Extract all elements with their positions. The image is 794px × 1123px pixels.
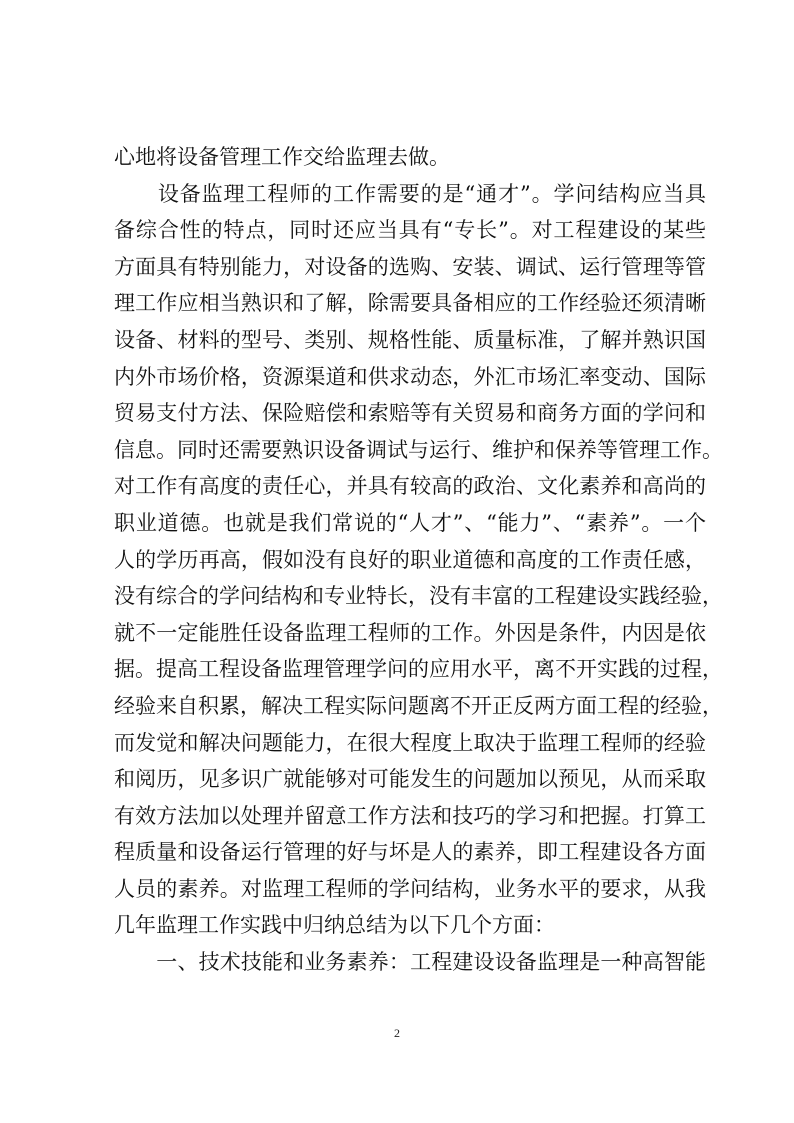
text-line: 人的学历再高，假如没有良好的职业道德和高度的工作责任感， bbox=[114, 547, 706, 572]
text-line: 方面具有特别能力，对设备的选购、安装、调试、运行管理等管 bbox=[114, 254, 706, 279]
page-number: 2 bbox=[394, 1026, 400, 1040]
text-line: 对工作有高度的责任心，并具有较高的政治、文化素养和高尚的 bbox=[114, 474, 706, 499]
text-line: 程质量和设备运行管理的好与坏是人的素养，即工程建设各方面 bbox=[114, 840, 706, 865]
text-line: 设备、材料的型号、类别、规格性能、质量标准，了解并熟识国 bbox=[114, 327, 706, 352]
text-line: 职业道德。也就是我们常说的“人才”、“能力”、“素养”。一个 bbox=[114, 510, 706, 535]
text-line: 内外市场价格，资源渠道和供求动态，外汇市场汇率变动、国际 bbox=[114, 364, 706, 389]
text-line: 经验来自积累，解决工程实际问题离不开正反两方面工程的经验， bbox=[114, 693, 723, 718]
text-line: 就不一定能胜任设备监理工程师的工作。外因是条件，内因是依 bbox=[114, 620, 706, 645]
text-line: 心地将设备管理工作交给监理去做。 bbox=[114, 145, 450, 169]
body-text bbox=[114, 139, 723, 981]
text-line: 没有综合的学问结构和专业特长，没有丰富的工程建设实践经验， bbox=[114, 584, 723, 609]
text-line: 一、技术技能和业务素养：工程建设设备监理是一种高智能 bbox=[114, 950, 706, 975]
text-line: 和阅历，见多识广就能够对可能发生的问题加以预见，从而采取 bbox=[114, 767, 706, 792]
text-line: 贸易支付方法、保险赔偿和索赔等有关贸易和商务方面的学问和 bbox=[114, 401, 706, 426]
text-line: 理工作应相当熟识和了解，除需要具备相应的工作经验还须清晰 bbox=[114, 291, 706, 316]
text-line: 几年监理工作实践中归纳总结为以下几个方面： bbox=[114, 913, 555, 938]
text-line: 有效方法加以处理并留意工作方法和技巧的学习和把握。打算工 bbox=[114, 803, 706, 828]
text-line: 据。提高工程设备监理管理学问的应用水平，离不开实践的过程， bbox=[114, 657, 723, 682]
text-line: 备综合性的特点，同时还应当具有“专长”。对工程建设的某些 bbox=[114, 218, 706, 243]
text-line: 而发觉和解决问题能力，在很大程度上取决于监理工程师的经验 bbox=[114, 730, 706, 755]
text-line: 人员的素养。对监理工程师的学问结构，业务水平的要求，从我 bbox=[114, 876, 706, 901]
text-line: 设备监理工程师的工作需要的是“通才”。学问结构应当具 bbox=[114, 181, 706, 206]
text-line: 信息。同时还需要熟识设备调试与运行、维护和保养等管理工作。 bbox=[114, 437, 723, 462]
